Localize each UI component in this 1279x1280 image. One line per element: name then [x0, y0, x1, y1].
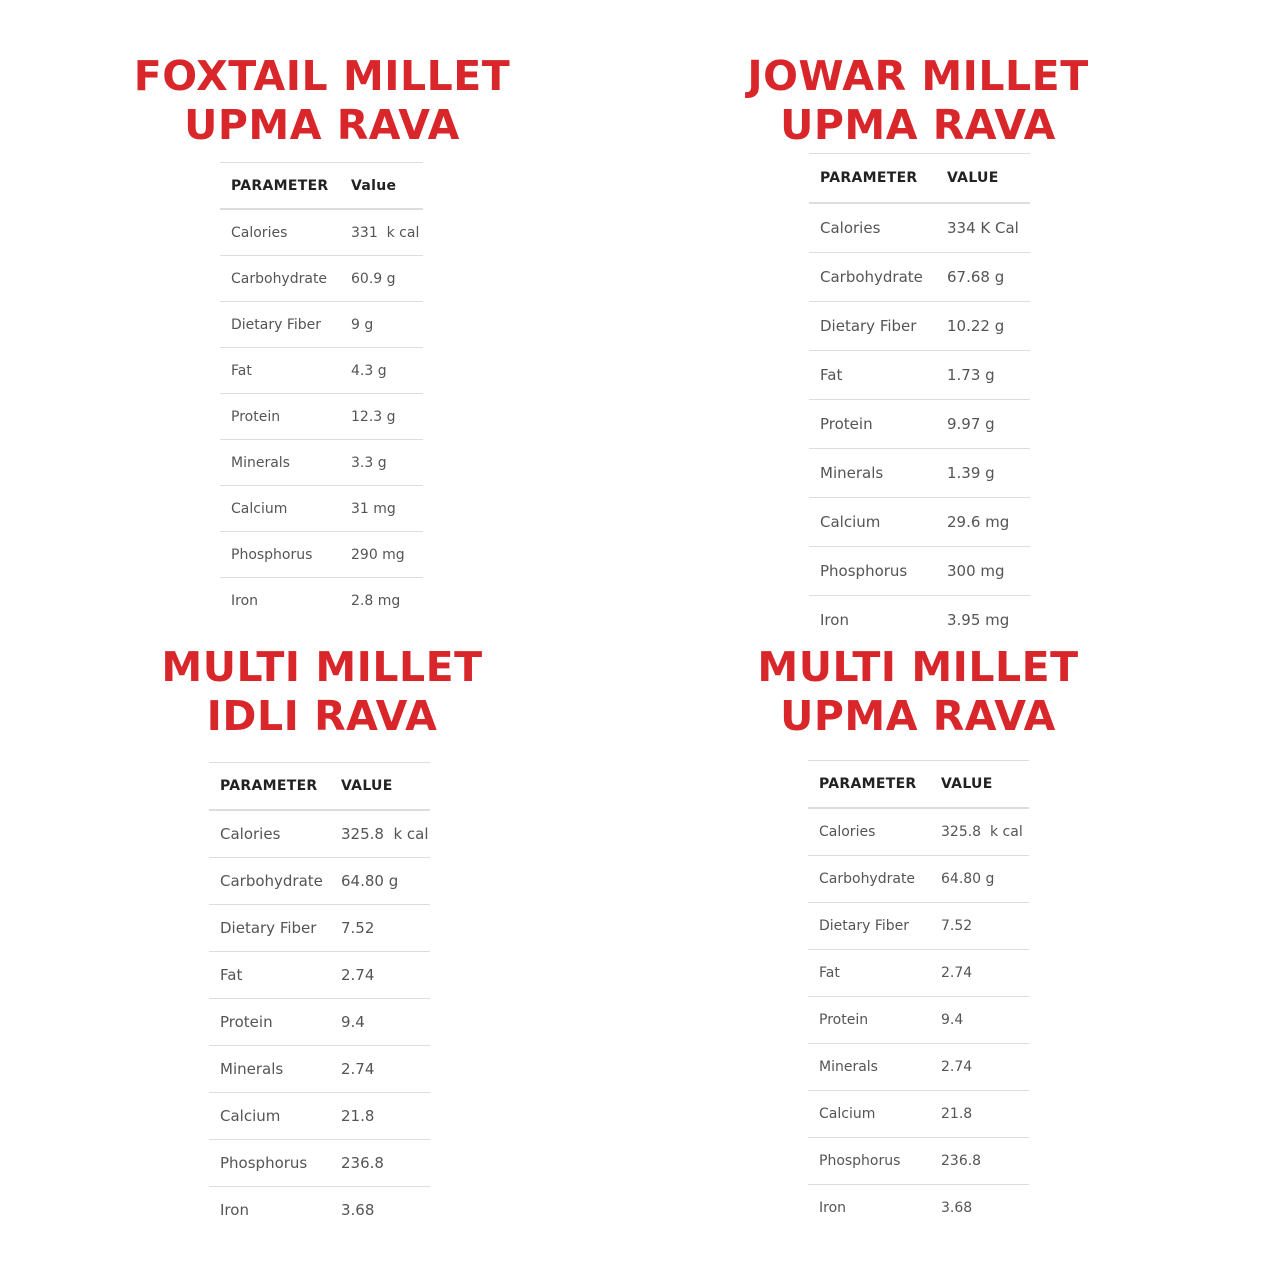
parameter-value: 331 k cal	[340, 209, 423, 256]
table-header-row	[808, 761, 1029, 809]
parameter-name: Minerals	[808, 1044, 930, 1091]
table-row	[220, 440, 423, 486]
table-row	[220, 532, 423, 578]
parameter-name: Iron	[820, 611, 849, 629]
table-header-row	[809, 154, 1030, 204]
parameter-name: Calories	[808, 808, 930, 856]
product-title	[596, 52, 1240, 150]
table-row	[209, 999, 430, 1046]
table-header-row	[209, 763, 430, 811]
parameter-value: 29.6 mg	[936, 498, 1030, 547]
table-row	[808, 1138, 1029, 1185]
table-row	[808, 1185, 1029, 1232]
parameter-value: 31 mg	[340, 486, 423, 532]
table-row	[220, 394, 423, 440]
parameter-value: 3.95 mg	[947, 611, 1010, 629]
parameter-value: 7.52	[330, 905, 430, 952]
parameter-name: Protein	[808, 997, 930, 1044]
product-title	[0, 643, 644, 741]
table-header-row	[220, 163, 423, 210]
parameter-name: Calories	[809, 203, 936, 253]
parameter-value: 3.68	[341, 1201, 375, 1219]
parameter-value: 2.74	[930, 950, 1029, 997]
table-row	[209, 858, 430, 905]
parameter-value: 21.8	[330, 1093, 430, 1140]
parameter-name: Calories	[209, 810, 330, 858]
nutrition-table	[809, 153, 1030, 644]
table-row	[209, 952, 430, 999]
parameter-header: PARAMETER	[209, 763, 330, 811]
parameter-name: Phosphorus	[209, 1140, 330, 1187]
parameter-name: Protein	[209, 999, 330, 1046]
table-row	[809, 302, 1030, 351]
parameter-name: Dietary Fiber	[209, 905, 330, 952]
product-title-line-1: MULTI MILLET	[757, 643, 1079, 691]
parameter-value: 1.73 g	[936, 351, 1030, 400]
table-row	[808, 1091, 1029, 1138]
parameter-name: Carbohydrate	[209, 858, 330, 905]
parameter-name: Protein	[220, 394, 340, 440]
parameter-name: Carbohydrate	[220, 256, 340, 302]
parameter-name: Phosphorus	[220, 532, 340, 578]
parameter-name: Dietary Fiber	[220, 302, 340, 348]
table-row	[220, 348, 423, 394]
parameter-name: Carbohydrate	[808, 856, 930, 903]
product-title-line-1: JOWAR MILLET	[747, 52, 1089, 100]
nutrition-table	[808, 760, 1029, 1231]
parameter-value: 9.97 g	[936, 400, 1030, 449]
parameter-value: 325.8 k cal	[330, 810, 430, 858]
table-row	[809, 351, 1030, 400]
value-header: VALUE	[936, 154, 1030, 204]
parameter-name: Fat	[209, 952, 330, 999]
table-row	[220, 256, 423, 302]
table-row	[808, 903, 1029, 950]
product-title	[596, 643, 1240, 741]
parameter-header: PARAMETER	[220, 163, 340, 210]
parameter-value: 236.8	[930, 1138, 1029, 1185]
table-row	[220, 578, 423, 624]
parameter-name: Calories	[220, 209, 340, 256]
parameter-value: 2.8 mg	[351, 592, 401, 609]
nutrition-table	[220, 162, 423, 623]
parameter-name: Minerals	[809, 449, 936, 498]
table-row	[809, 547, 1030, 596]
product-title-line-1: FOXTAIL MILLET	[133, 52, 511, 100]
product-title-line-2: IDLI RAVA	[206, 692, 438, 740]
parameter-value: 9 g	[340, 302, 423, 348]
table-row	[808, 1044, 1029, 1091]
parameter-value: 236.8	[330, 1140, 430, 1187]
parameter-value: 60.9 g	[340, 256, 423, 302]
parameter-value: 7.52	[930, 903, 1029, 950]
parameter-name: Dietary Fiber	[809, 302, 936, 351]
parameter-name: Carbohydrate	[809, 253, 936, 302]
table-row	[809, 203, 1030, 253]
parameter-name: Dietary Fiber	[808, 903, 930, 950]
parameter-name: Minerals	[209, 1046, 330, 1093]
parameter-value: 1.39 g	[936, 449, 1030, 498]
parameter-value: 290 mg	[340, 532, 423, 578]
table-row	[809, 596, 1030, 645]
parameter-value: 325.8 k cal	[930, 808, 1029, 856]
table-row	[808, 950, 1029, 997]
table-row	[209, 1093, 430, 1140]
parameter-name: Calcium	[809, 498, 936, 547]
parameter-name: Phosphorus	[809, 547, 936, 596]
table-row	[808, 997, 1029, 1044]
table-row	[809, 449, 1030, 498]
parameter-name: Calcium	[209, 1093, 330, 1140]
parameter-name: Fat	[808, 950, 930, 997]
product-title-line-2: UPMA RAVA	[184, 101, 460, 149]
parameter-value: 3.3 g	[340, 440, 423, 486]
parameter-name: Minerals	[220, 440, 340, 486]
parameter-name: Calcium	[220, 486, 340, 532]
parameter-name: Iron	[231, 592, 259, 609]
parameter-value: 3.68	[941, 1200, 973, 1216]
parameter-value: 2.74	[930, 1044, 1029, 1091]
product-title-line-1: MULTI MILLET	[161, 643, 483, 691]
table-row	[809, 400, 1030, 449]
parameter-name: Phosphorus	[808, 1138, 930, 1185]
parameter-value: 21.8	[930, 1091, 1029, 1138]
product-title-line-2: UPMA RAVA	[780, 101, 1056, 149]
parameter-value: 67.68 g	[936, 253, 1030, 302]
parameter-value: 334 K Cal	[936, 203, 1030, 253]
value-header: VALUE	[330, 763, 430, 811]
parameter-value: 10.22 g	[936, 302, 1030, 351]
table-row	[808, 808, 1029, 856]
parameter-header: PARAMETER	[809, 154, 936, 204]
parameter-value: 12.3 g	[340, 394, 423, 440]
parameter-name: Iron	[220, 1201, 249, 1219]
table-row	[209, 810, 430, 858]
table-row	[209, 1140, 430, 1187]
parameter-name: Iron	[819, 1200, 847, 1216]
parameter-name: Fat	[809, 351, 936, 400]
parameter-value: 2.74	[330, 952, 430, 999]
table-row	[209, 1187, 430, 1234]
table-row	[209, 1046, 430, 1093]
table-row	[809, 253, 1030, 302]
table-row	[220, 209, 423, 256]
parameter-value: 64.80 g	[330, 858, 430, 905]
table-row	[809, 498, 1030, 547]
parameter-name: Protein	[809, 400, 936, 449]
parameter-value: 9.4	[330, 999, 430, 1046]
parameter-value: 300 mg	[936, 547, 1030, 596]
parameter-value: 64.80 g	[930, 856, 1029, 903]
parameter-name: Calcium	[808, 1091, 930, 1138]
value-header: Value	[340, 163, 423, 210]
parameter-value: 9.4	[930, 997, 1029, 1044]
table-row	[808, 856, 1029, 903]
table-row	[220, 486, 423, 532]
parameter-value: 2.74	[330, 1046, 430, 1093]
nutrition-table	[209, 762, 430, 1233]
table-row	[220, 302, 423, 348]
value-header: VALUE	[930, 761, 1029, 809]
table-row	[209, 905, 430, 952]
parameter-header: PARAMETER	[808, 761, 930, 809]
product-title	[0, 52, 644, 150]
parameter-name: Fat	[220, 348, 340, 394]
product-title-line-2: UPMA RAVA	[780, 692, 1056, 740]
parameter-value: 4.3 g	[340, 348, 423, 394]
